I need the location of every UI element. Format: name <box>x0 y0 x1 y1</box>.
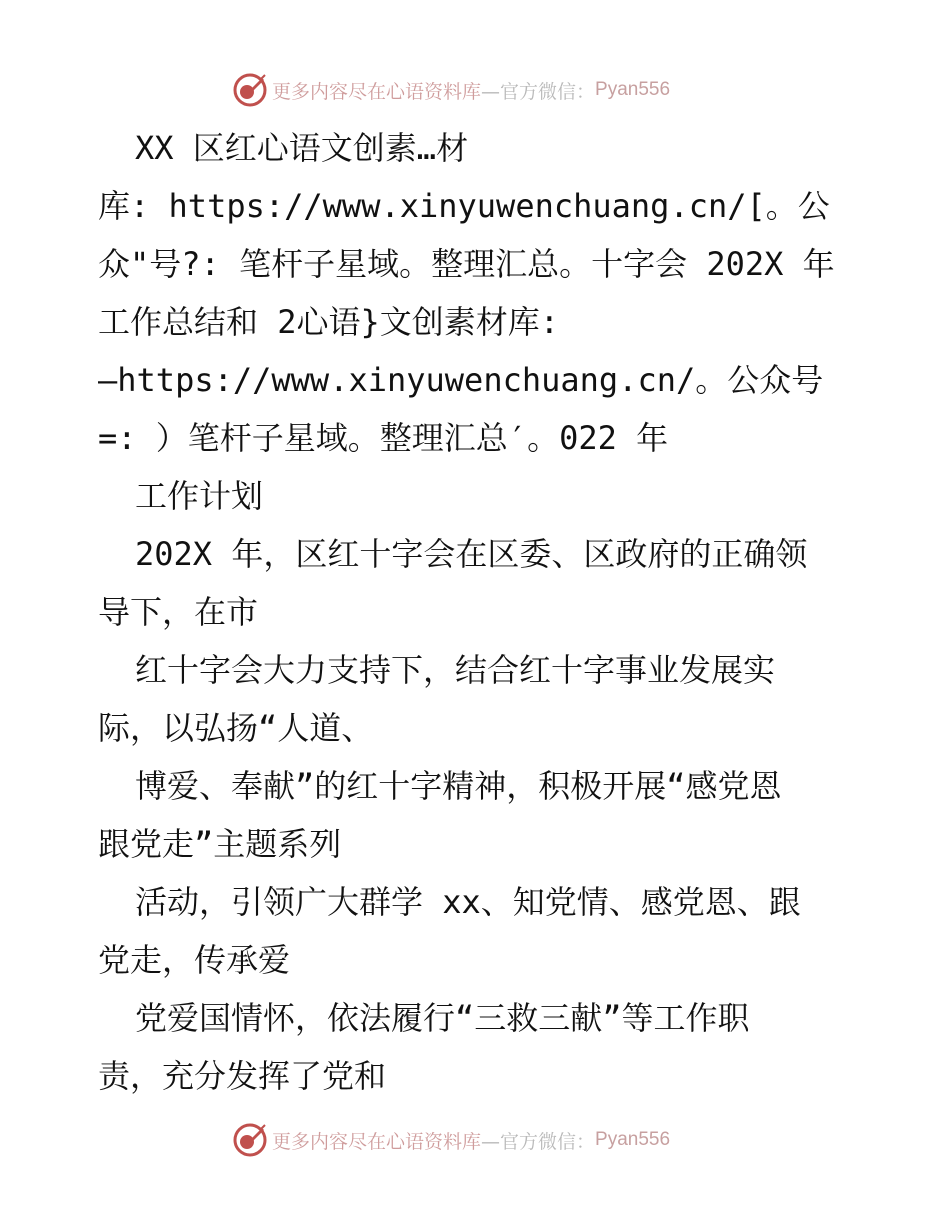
footer-banner-dash: —官方微信： <box>481 1130 596 1153</box>
header-banner-dash: —官方微信： <box>481 80 596 103</box>
text-line: =: ）笔杆子星域。整理汇总′。022 年 <box>98 419 669 457</box>
text-line: 际，以弘扬“人道、 <box>98 709 374 747</box>
text-line: 跟党走”主题系列 <box>98 825 342 863</box>
header-banner-wechat-id: Pyan556 <box>595 79 671 100</box>
text-line: 红十字会大力支持下，结合红十字事业发展实 <box>135 651 776 689</box>
text-line: 库: https://www.xinyuwenchuang.cn/[。公 <box>98 187 830 225</box>
quill-logo-icon <box>232 72 268 108</box>
text-line: 导下，在市 <box>98 593 259 631</box>
text-line: 博爱、奉献”的红十字精神，积极开展“感党恩 <box>135 767 782 805</box>
quill-logo-icon <box>232 1122 268 1158</box>
text-line: 责，充分发挥了党和 <box>98 1057 387 1095</box>
header-banner-title: 更多内容尽在心语资料库 <box>272 80 482 103</box>
footer-banner <box>232 1120 670 1160</box>
text-line: 工作计划 <box>135 477 264 515</box>
footer-banner-title: 更多内容尽在心语资料库 <box>272 1130 482 1153</box>
text-line: 党走，传承爱 <box>98 941 291 979</box>
text-line: 活动，引领广大群学 xx、知党情、感党恩、跟 <box>135 883 801 921</box>
text-line: 202X 年，区红十字会在区委、区政府的正确领 <box>135 535 808 573</box>
text-line: 众"号?: 笔杆子星域。整理汇总。十字会 202X 年 <box>98 245 835 283</box>
text-line: XX 区红心语文创素…材 <box>135 129 469 167</box>
footer-banner-wechat-id: Pyan556 <box>595 1129 671 1150</box>
text-line: 党爱国情怀，依法履行“三救三献”等工作职 <box>135 999 750 1037</box>
header-banner <box>232 70 670 110</box>
text-line: 工作总结和 2心语}文创素材库: <box>98 303 560 341</box>
text-line: —https://www.xinyuwenchuang.cn/。公众号 <box>98 361 824 399</box>
